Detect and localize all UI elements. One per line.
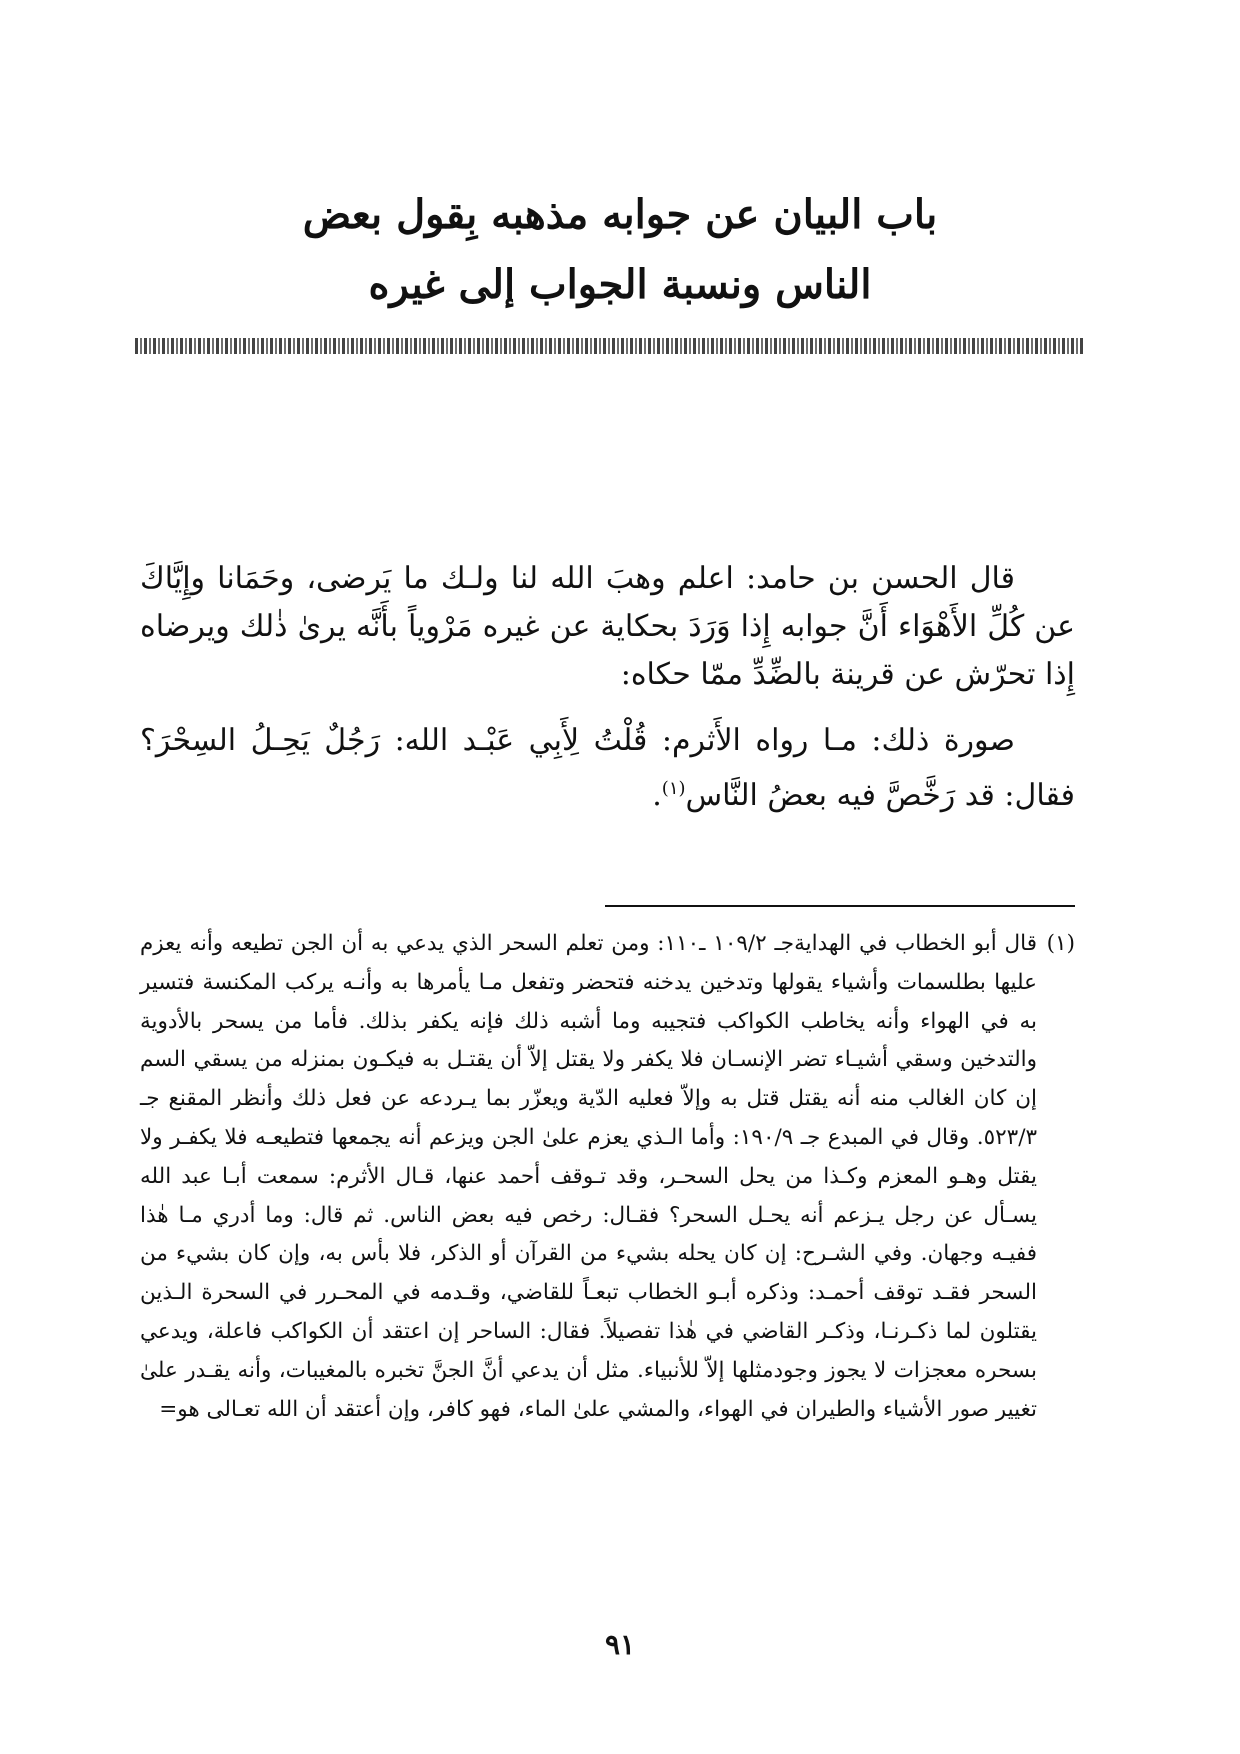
ornamental-divider [135,338,1085,354]
chapter-title [150,180,1090,320]
body-paragraph: صورة ذلك: مـا رواه الأَثرم: قُلْتُ لِأَبِي عَبْـد الله: رَجُلٌ يَحِـلُ السِحْرَ؟ فقال: قد رَخَّصَّ فيه بعضُ النَّاس$^{(١)}$. [140,723,1075,813]
footnotes-section [140,925,1075,1429]
main-text [140,555,1075,838]
footnote-number: (١) [1046,931,1075,956]
footnote-reference[interactable]: (١) [661,778,686,799]
body-paragraph-text: صورة ذلك: مـا رواه الأَثرم: قُلْتُ لِأَبِي عَبْـد الله: رَجُلٌ يَحِـلُ السِحْرَ؟ فقال: قد رَخَّصَّ فيه بعضُ النَّاس [140,723,1075,813]
footnote-text: قال أبو الخطاب في الهدايةجـ ١٠٩/٢ ـ١١٠: ومن تعلم السحر الذي يدعي به أن الجن تطيعه وأنه يعزم عليها بطلسمات وأشياء يقولها وتدخين يدخنه فتحضر وتفعل مـا يأمرها به وأنـه يركب المكنسة فتسير به في الهواء وأنه يخاطب الكواكب فتجيبه وما أشبه ذلك فإنه يكفر بذلك. فأما من يسحر بالأدوية والتدخين وسقي أشيـاء تضر الإنسـان فلا يكفر ولا يقتل إلاّ أن يقتـل به فيكـون بمنزله من يسقي السم إن كان الغالب منه أنه يقتل قتل به وإلاّ فعليه الدّية ويعزّر بما يـردعه عن فعل ذلك وأنظر المقنع جـ ٥٢٣/٣. وقال في المبدع جـ ١٩٠/٩: وأما الـذي يعزم علىٰ الجن ويزعم أنه يجمعها فتطيعـه فلا يكفـر ولا يقتل وهـو المعزم وكـذا من يحل السحـر، وقد تـوقف أحمد عنها، قـال الأثرم: سمعت أبـا عبد الله يسـأل عن رجل يـزعم أنه يحـل السحر؟ فقـال: رخص فيه بعض الناس. ثم قال: وما أدري مـا هٰذا ففيـه وجهان. وفي الشـرح: إن كان يحله بشيء من القرآن أو الذكر، فلا بأس به، وإن كان بشيء من السحر فقـد توقف أحمـد: وذكره أبـو الخطاب تبعـاً للقاضي، وقـدمه في المحـرر في السحرة الـذين يقتلون لما ذكـرنـا، وذكـر القاضي في هٰذا تفصيلاً. فقال: الساحر إن اعتقد أن الكواكب فاعلة، ويدعي بسحره معجزات لا يجوز وجودمثلها إلاّ للأنبياء. مثل أن يدعي أنَّ الجنَّ تخبره بالمغيبات، وأنه يقـدر علىٰ تغيير صور الأشياء والطيران في الهواء، والمشي علىٰ الماء، فهو كافر، وإن أعتقد أن الله تعـالى هو= [140,931,1037,1422]
chapter-title-line-2: الناس ونسبة الجواب إلى غيره [368,261,872,308]
footnote [140,925,1075,1429]
chapter-title-line-1: باب البيان عن جوابه مذهبه بِقول بعض [302,191,938,238]
body-paragraph [140,555,1075,699]
body-paragraph-text: قال الحسن بن حامد: اعلم وهبَ الله لنا ولـك ما يَرضى، وحَمَانا وإِيَّاكَ عن كُلِّ الأَهْوَاء أَنَّ جوابه إِذا وَرَدَ بحكاية عن غيره مَرْوياً بأَنَّه يرىٰ ذٰلك ويرضاه إِذا تحرّش عن قرينة بالضِّدِّ ممّا حكاه: [140,561,1075,692]
footnote-divider [605,905,1075,907]
page-number: ٩١ [604,1628,636,1661]
